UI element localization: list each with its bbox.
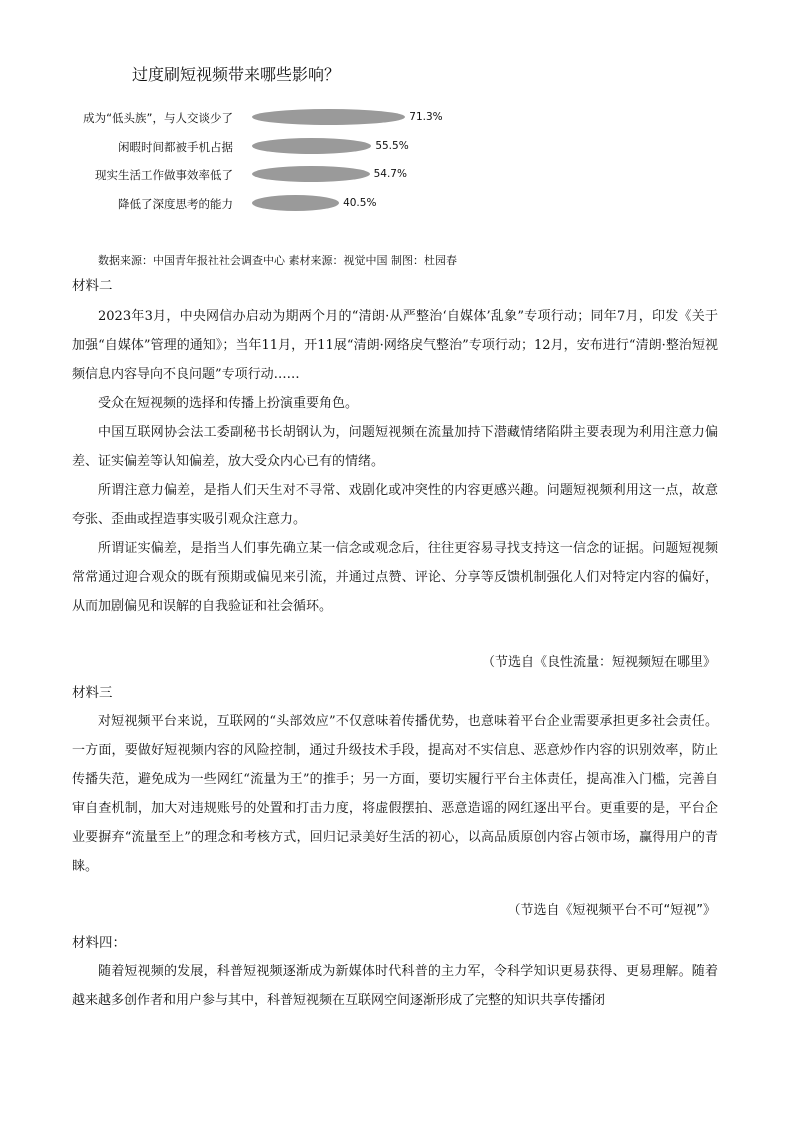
bar — [252, 166, 370, 182]
paragraph: 随着短视频的发展，科普短视频逐渐成为新媒体时代科普的主力军，令科学知识更易获得、更易理解。随着越来越多创作者和用户参与其中，科普短视频在互联网空间逐渐形成了完整的知识共享传播闭 — [72, 964, 718, 1008]
bar — [252, 138, 371, 154]
paragraph: 2023年3月，中央网信办启动为期两个月的“清朗·从严整治‘自媒体’乱象”专项行动；同年7月，印发《关于加强“自媒体”管理的通知》；当年11月，开11展“清朗·网络戾气整治”专项行动；12月，安布进行“清朗·整治短视频信息内容导向不良问题”专项行动…… — [72, 309, 718, 382]
material2-body — [72, 302, 718, 621]
bar-label: 降低了深度思考的能力 — [118, 196, 233, 211]
material3-source: （节选自《短视频平台不可“短视”》 — [507, 903, 716, 918]
bar-value-label: 55.5% — [375, 139, 409, 152]
material3-body — [72, 707, 718, 881]
material4-body — [72, 957, 718, 1015]
bar-label: 闲暇时间都被手机占据 — [118, 139, 233, 154]
paragraph: 受众在短视频的选择和传播上扮演重要角色。 — [98, 396, 359, 411]
material2-source: （节选自《良性流量：短视频短在哪里》 — [481, 655, 716, 670]
bar-value-label: 40.5% — [343, 196, 377, 209]
chart-title: 过度刷短视频带来哪些影响？ — [132, 65, 341, 84]
bar — [252, 195, 339, 211]
bar-label: 成为“低头族”，与人交谈少了 — [83, 111, 233, 125]
chart-source: 数据来源：中国青年报社社会调查中心 素材来源：视觉中国 制图：杜园春 — [98, 254, 457, 267]
material2-heading: 材料二 — [72, 278, 113, 294]
bar-value-label: 54.7% — [373, 168, 407, 180]
bar — [252, 109, 405, 125]
paragraph: 中国互联网协会法工委副秘书长胡钢认为，问题短视频在流量加持下潜藏情绪陷阱主要表现为利用注意力偏差、证实偏差等认知偏差，放大受众内心已有的情绪。 — [72, 425, 718, 469]
material4-heading: 材料四： — [72, 935, 126, 951]
bar-label: 现实生活工作做事效率低了 — [95, 168, 233, 182]
paragraph: 对短视频平台来说，互联网的“头部效应”不仅意味着传播优势，也意味着平台企业需要承担更多社会责任。一方面，要做好短视频内容的风险控制，通过升级技术手段，提高对不实信息、恶意炒作内容的识别效率，防止传播失范，避免成为一些网红“流量为王”的推手；另一方面，要切实履行平台主体责任，提高准入门槛，完善自审自查机制，加大对违规账号的处置和打击力度，将虚假摆拍、恶意造谣的网红逐出平台。更重要的是，平台企业要摒弃“流量至上”的理念和考核方式，回归记录美好生活的初心，以高品质原创内容占领市场，赢得用户的青睐。 — [72, 714, 718, 874]
material3-heading: 材料三 — [72, 685, 113, 701]
bar-value-label: 71.3% — [409, 111, 443, 123]
paragraph: 所谓注意力偏差，是指人们天生对不寻常、戏剧化或冲突性的内容更感兴趣。问题短视频利用这一点，故意夸张、歪曲或捏造事实吸引观众注意力。 — [72, 483, 718, 527]
paragraph: 所谓证实偏差，是指当人们事先确立某一信念或观念后，往往更容易寻找支持这一信念的证据。问题短视频常常通过迎合观众的既有预期或偏见来引流，并通过点赞、评论、分享等反馈机制强化人们对特定内容的偏好，从而加剧偏见和误解的自我验证和社会循环。 — [72, 541, 718, 614]
